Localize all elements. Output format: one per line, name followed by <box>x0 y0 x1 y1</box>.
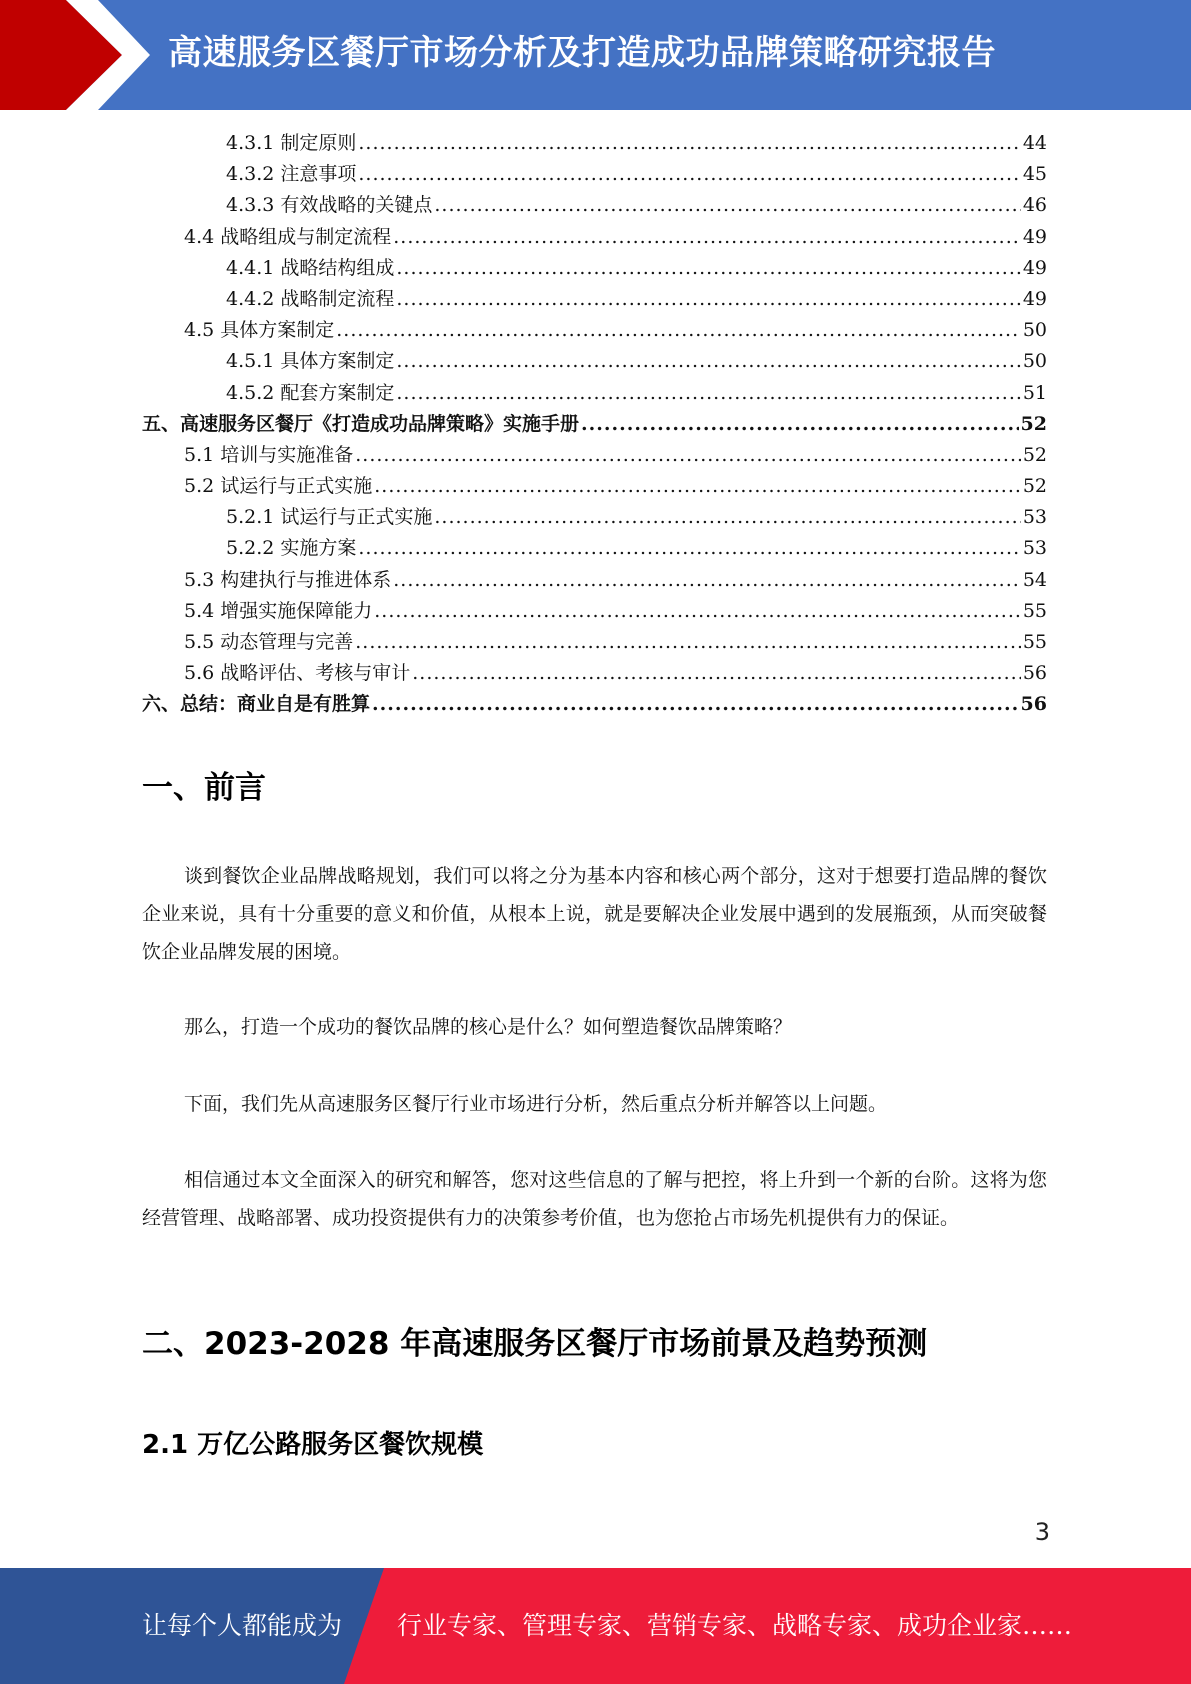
toc-dot-leader <box>396 284 1020 315</box>
toc-entry-label: 4.4.2 战略制定流程 <box>226 287 395 310</box>
toc-entry[interactable] <box>142 471 1047 502</box>
toc-entry[interactable] <box>142 128 1047 159</box>
toc-entry[interactable] <box>142 565 1047 596</box>
toc-entry-page: 50 <box>1022 319 1047 342</box>
toc-dot-leader <box>434 502 1020 533</box>
toc-entry-label: 4.5.1 具体方案制定 <box>226 350 395 373</box>
toc-entry-label: 4.3.1 制定原则 <box>226 132 357 154</box>
toc-entry-page: 56 <box>1022 662 1047 685</box>
paragraph: 下面，我们先从高速服务区餐厅行业市场进行分析，然后重点分析并解答以上问题。 <box>184 1093 888 1115</box>
section-heading-forecast: 二、2023-2028 年高速服务区餐厅市场前景及趋势预测 <box>142 1326 928 1362</box>
toc-dot-leader <box>374 596 1021 627</box>
toc-entry-page: 55 <box>1022 599 1047 622</box>
paragraph: 相信通过本文全面深入的研究和解答，您对这些信息的了解与把控，将上升到一个新的台阶。这将为您经营管理、战略部署、成功投资提供有力的决策参考价值，也为您抢占市场先机提供有力的保证。 <box>142 1169 1047 1229</box>
toc-entry[interactable] <box>142 502 1047 533</box>
toc-entry-label: 5.4 增强实施保障能力 <box>184 599 373 622</box>
toc-dot-leader <box>358 159 1020 190</box>
footer-slogan-right: 行业专家、管理专家、营销专家、战略专家、成功企业家…… <box>397 1611 1073 1640</box>
toc-entry-page: 44 <box>1022 132 1047 154</box>
table-of-contents <box>142 128 1047 721</box>
toc-entry-page: 55 <box>1022 631 1047 653</box>
footer-slogan-left: 让每个人都能成为 <box>142 1611 343 1640</box>
toc-entry[interactable] <box>142 378 1047 409</box>
toc-entry-label: 5.6 战略评估、考核与审计 <box>184 662 411 685</box>
toc-entry-page: 53 <box>1022 537 1047 560</box>
toc-entry[interactable] <box>142 658 1047 689</box>
toc-entry-label: 4.3.3 有效战略的关键点 <box>226 194 433 217</box>
toc-dot-leader <box>393 222 1021 253</box>
toc-entry[interactable] <box>142 689 1047 720</box>
toc-entry[interactable] <box>142 533 1047 564</box>
toc-entry-label: 5.2 试运行与正式实施 <box>184 475 373 498</box>
toc-entry[interactable] <box>142 409 1047 440</box>
toc-entry-label: 4.3.2 注意事项 <box>226 163 357 186</box>
toc-entry[interactable] <box>142 222 1047 253</box>
page-number: 3 <box>1034 1518 1050 1546</box>
toc-entry-page: 52 <box>1020 412 1047 435</box>
toc-dot-leader <box>434 190 1020 221</box>
toc-dot-leader <box>393 565 1021 596</box>
toc-entry-label: 5.2.2 实施方案 <box>226 537 357 560</box>
toc-entry-page: 50 <box>1022 350 1047 373</box>
toc-dot-leader <box>358 533 1020 564</box>
toc-dot-leader <box>358 128 1020 159</box>
toc-dot-leader <box>396 346 1020 377</box>
toc-entry-label: 4.5.2 配套方案制定 <box>226 381 395 404</box>
toc-entry[interactable] <box>142 627 1047 658</box>
toc-entry-page: 45 <box>1022 163 1047 186</box>
toc-entry-page: 52 <box>1022 475 1047 498</box>
toc-entry-page: 49 <box>1022 287 1047 310</box>
toc-dot-leader <box>374 471 1021 502</box>
toc-entry[interactable] <box>142 596 1047 627</box>
toc-dot-leader <box>396 253 1020 284</box>
toc-dot-leader <box>372 689 1019 720</box>
toc-entry-page: 52 <box>1022 443 1047 466</box>
toc-entry[interactable] <box>142 346 1047 377</box>
footer-banner <box>0 1568 1191 1684</box>
toc-entry-page: 49 <box>1022 225 1047 248</box>
toc-entry-page: 56 <box>1020 693 1047 716</box>
toc-entry[interactable] <box>142 253 1047 284</box>
header-banner <box>0 0 1191 110</box>
sub-heading: 2.1 万亿公路服务区餐饮规模 <box>142 1430 484 1460</box>
toc-dot-leader <box>336 315 1021 346</box>
header-title: 高速服务区餐厅市场分析及打造成功品牌策略研究报告 <box>168 33 996 73</box>
paragraph: 那么，打造一个成功的餐饮品牌的核心是什么？如何塑造餐饮品牌策略？ <box>184 1016 793 1038</box>
toc-dot-leader <box>412 658 1021 689</box>
toc-entry-label: 4.4 战略组成与制定流程 <box>184 225 392 248</box>
toc-entry-label: 5.5 动态管理与完善 <box>184 631 354 653</box>
toc-entry-page: 49 <box>1022 256 1047 279</box>
toc-entry-page: 51 <box>1022 381 1047 404</box>
toc-entry-label: 5.2.1 试运行与正式实施 <box>226 506 433 529</box>
toc-entry-label: 5.1 培训与实施准备 <box>184 443 354 466</box>
toc-entry-label: 六、总结：商业自是有胜算 <box>142 693 371 716</box>
toc-entry[interactable] <box>142 440 1047 471</box>
toc-dot-leader <box>355 627 1021 658</box>
toc-dot-leader <box>355 440 1021 471</box>
toc-entry[interactable] <box>142 315 1047 346</box>
toc-entry[interactable] <box>142 284 1047 315</box>
section-heading-preface: 一、前言 <box>142 770 266 806</box>
toc-entry-label: 5.3 构建执行与推进体系 <box>184 568 392 591</box>
toc-entry-label: 4.4.1 战略结构组成 <box>226 256 395 279</box>
toc-entry-label: 4.5 具体方案制定 <box>184 319 335 342</box>
toc-dot-leader <box>396 378 1020 409</box>
toc-entry-label: 五、高速服务区餐厅《打造成功品牌策略》实施手册 <box>142 412 580 435</box>
toc-entry-page: 53 <box>1022 506 1047 529</box>
toc-entry-page: 54 <box>1022 568 1047 591</box>
toc-dot-leader <box>581 409 1019 440</box>
paragraph: 谈到餐饮企业品牌战略规划，我们可以将之分为基本内容和核心两个部分，这对于想要打造品牌的餐饮企业来说，具有十分重要的意义和价值，从根本上说，就是要解决企业发展中遇到的发展瓶颈，从而突破餐饮企业品牌发展的困境。 <box>142 865 1047 963</box>
toc-entry-page: 46 <box>1022 194 1047 217</box>
toc-entry[interactable] <box>142 190 1047 221</box>
toc-entry[interactable] <box>142 159 1047 190</box>
